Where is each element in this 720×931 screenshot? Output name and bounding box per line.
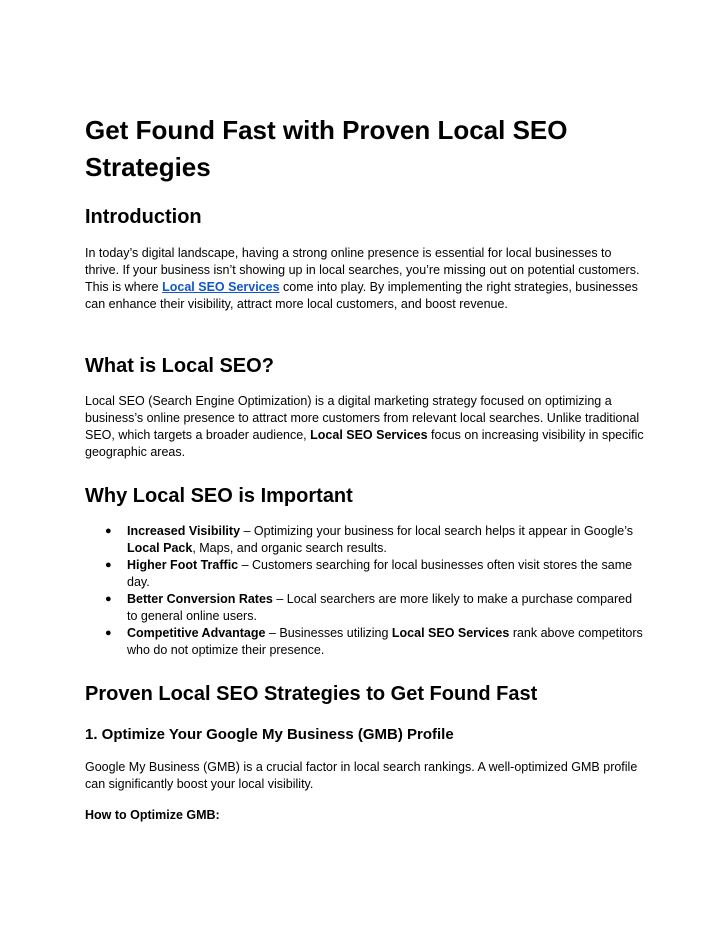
list-item xyxy=(85,591,645,625)
bullet-icon: ● xyxy=(105,593,112,605)
list-item-text: – Customers searching for local businesses often visit stores the same day. xyxy=(127,558,633,589)
section-heading-proven-strategies: Proven Local SEO Strategies to Get Found Fast xyxy=(85,683,538,705)
intro-text-1: In today’s digital landscape, having a strong online presence is essential for local businesses to thrive. If your business isn’t showing up in local searches, you’re missing out on potential customers. This is where xyxy=(85,246,640,294)
list-item xyxy=(85,625,645,659)
list-item-text: – Businesses utilizing xyxy=(265,626,392,640)
section-heading-introduction: Introduction xyxy=(85,206,202,228)
list-item-text-end: , Maps, and organic search results. xyxy=(192,541,387,555)
how-to-optimize-label xyxy=(85,807,645,824)
list-item xyxy=(85,523,645,557)
list-item-text-end: rank above competitors who do not optimize their presence. xyxy=(127,626,643,657)
list-item-title: Competitive Advantage xyxy=(127,626,266,640)
what-is-text-2: focus on increasing visibility in specific geographic areas. xyxy=(85,428,644,459)
list-item xyxy=(85,557,645,591)
what-is-paragraph xyxy=(85,393,645,461)
list-item-bold-term: Local Pack xyxy=(127,541,193,555)
list-item-bold-term: Local SEO Services xyxy=(391,626,510,640)
list-item-title: Higher Foot Traffic xyxy=(127,558,239,572)
intro-text-2: come into play. By implementing the right strategies, businesses can enhance their visibility, attract more local customers, and boost revenue. xyxy=(85,280,638,311)
how-to-optimize-text: How to Optimize GMB: xyxy=(85,808,220,822)
list-item-title: Increased Visibility xyxy=(127,524,241,538)
intro-paragraph xyxy=(85,245,645,313)
why-bullet-list xyxy=(85,523,645,659)
bullet-icon: ● xyxy=(105,627,112,639)
bullet-icon: ● xyxy=(105,559,112,571)
list-item-title: Better Conversion Rates xyxy=(127,592,273,606)
local-seo-services-link[interactable]: Local SEO Services xyxy=(162,280,280,294)
page-title: Get Found Fast with Proven Local SEO Strategies xyxy=(85,115,568,182)
bullet-icon: ● xyxy=(105,525,112,537)
what-is-bold-term: Local SEO Services xyxy=(310,428,428,442)
what-is-text-1: Local SEO (Search Engine Optimization) is a digital marketing strategy focused on optimizing a business’s online presence to attract more customers from relevant local searches. Unlike traditional SEO, which targets a broader audience, xyxy=(85,394,640,442)
section-heading-why-important: Why Local SEO is Important xyxy=(85,485,353,507)
gmb-paragraph: Google My Business (GMB) is a crucial factor in local search rankings. A well-optimized GMB profile can significantly boost your local visibility. xyxy=(85,760,638,791)
section-heading-what-is-local-seo: What is Local SEO? xyxy=(85,355,274,377)
list-item-text: – Optimizing your business for local search helps it appear in Google’s xyxy=(240,524,634,538)
subheading-optimize-gmb: 1. Optimize Your Google My Business (GMB) Profile xyxy=(85,726,454,743)
list-item-text: – Local searchers are more likely to make a purchase compared to general online users. xyxy=(127,592,633,623)
